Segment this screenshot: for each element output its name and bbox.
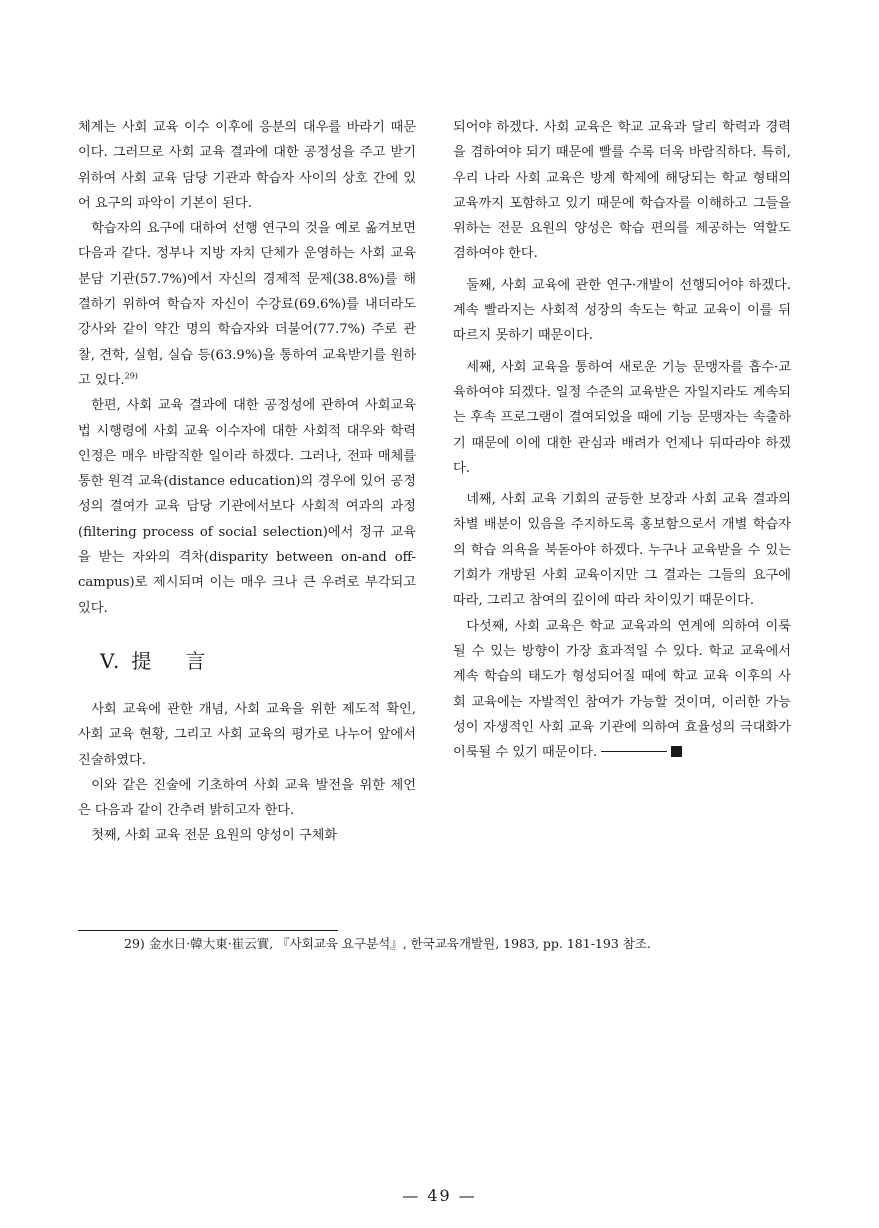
paragraph: 이와 같은 진술에 기초하여 사회 교육 발전을 위한 제언은 다음과 같이 간추려 밝히고자 한다. [78, 777, 416, 819]
section-number: V. [100, 648, 122, 673]
page-number: — 49 — [402, 1186, 477, 1205]
right-column [453, 115, 791, 765]
paragraph [453, 614, 791, 766]
footnote-reference: 29) [124, 371, 138, 381]
end-dash [601, 751, 667, 752]
left-column [78, 115, 416, 849]
section-title-char-1: 提 [131, 648, 154, 673]
section-heading [100, 647, 416, 675]
paragraph: 체계는 사회 교육 이수 이후에 응분의 대우를 바라기 때문이다. 그러므로 사회 교육 결과에 대한 공정성을 주고 받기 위하여 사회 교육 담당 기관과 학습자 사이의 상호 간에 있어 요구의 파악이 기본이 된다. [78, 120, 416, 211]
paragraph: 둘째, 사회 교육에 관한 연구·개발이 선행되어야 하겠다. 계속 빨라지는 사회적 성장의 속도는 학교 교육이 이를 뒤따르지 못하기 때문이다. [453, 277, 791, 344]
section-title-char-2: 言 [185, 648, 208, 673]
footnote-divider [78, 930, 338, 931]
paragraph [78, 216, 416, 393]
paragraph-text: 다섯째, 사회 교육은 학교 교육과의 연계에 의하여 이룩될 수 있는 방향이 가장 효과적일 수 있다. 학교 교육에서 계속 학습의 태도가 형성되어질 때에 학교 교육 이후의 사회 교육에는 자발적인 참여가 가능할 것이며, 이러한 가능성이 자생적인 사회 교육 기관에 의하여 효율성의 극대화가 이룩될 수 있기 때문이다. [453, 618, 791, 761]
paragraph: 네째, 사회 교육 기회의 균등한 보장과 사회 교육 결과의 차별 배분이 있음을 주지하도록 홍보함으로서 개별 학습자의 학습 의욕을 북돋아야 하겠다. 누구나 교육받을 수 있는 기회가 개방된 사회 교육이지만 그 결과는 그들의 요구에 따라, 그리고 참여의 깊이에 따라 차이있기 때문이다. [453, 492, 791, 609]
paragraph: 한편, 사회 교육 결과에 대한 공정성에 관하여 사회교육법 시행령에 사회 교육 이수자에 대한 사회적 대우와 학력 인정은 매우 바람직한 일이라 하겠다. 그러나, 전파 매체를 통한 원격 교육(distance education)의 경우에 있어 공정성의 결여가 교육 담당 기관에서보다 사회적 여과의 과정(filtering process of social selection)에서 정규 교육을 받는 자와의 격차(disparity between on-and off-campus)로 제시되며 이는 매우 크나 큰 우려로 부각되고 있다. [78, 398, 416, 616]
end-mark-icon [671, 746, 682, 757]
paragraph: 사회 교육에 관한 개념, 사회 교육을 위한 제도적 확인, 사회 교육 현황, 그리고 사회 교육의 평가로 나누어 앞에서 진술하였다. [78, 701, 416, 768]
paragraph-text: 학습자의 요구에 대하여 선행 연구의 것을 예로 옮겨보면 다음과 같다. 정부나 지방 자치 단체가 운영하는 사회 교육 분담 기관(57.7%)에서 자신의 경제적 문제(38.8%)를 해결하기 위하여 학습자 자신이 수강료(69.6%)를 내더라도 강사와 같이 약간 명의 학습자와 더불어(77.7%) 주로 관찰, 견학, 실험, 실습 등(63.9%)을 통하여 교육받기를 원하고 있다. [78, 221, 416, 388]
footnote: 29) 金水日·韓大東·崔云實, 『사회교육 요구분석』, 한국교육개발원, 1983, pp. 181-193 참조. [124, 936, 651, 951]
paragraph: 세째, 사회 교육을 통하여 새로운 기능 문맹자를 흡수·교육하여야 되겠다. 일정 수준의 교육받은 자일지라도 계속되는 후속 프로그램이 결여되었을 때에 기능 문맹자는 속출하기 때문에 이에 대한 관심과 배려가 언제나 뒤따라야 하겠다. [453, 359, 791, 476]
paragraph: 첫째, 사회 교육 전문 요원의 양성이 구체화 [91, 828, 338, 844]
paragraph: 되어야 하겠다. 사회 교육은 학교 교육과 달리 학력과 경력을 겸하여야 되기 때문에 빨를 수록 더욱 바람직하다. 특히, 우리 나라 사회 교육은 방계 학제에 해당되는 학교 형태의 교육까지 포함하고 있기 때문에 학습자를 이해하고 그들을 위하는 전문 요원의 양성은 학습 편의를 제공하는 역할도 겸하여야 한다. [453, 120, 791, 262]
